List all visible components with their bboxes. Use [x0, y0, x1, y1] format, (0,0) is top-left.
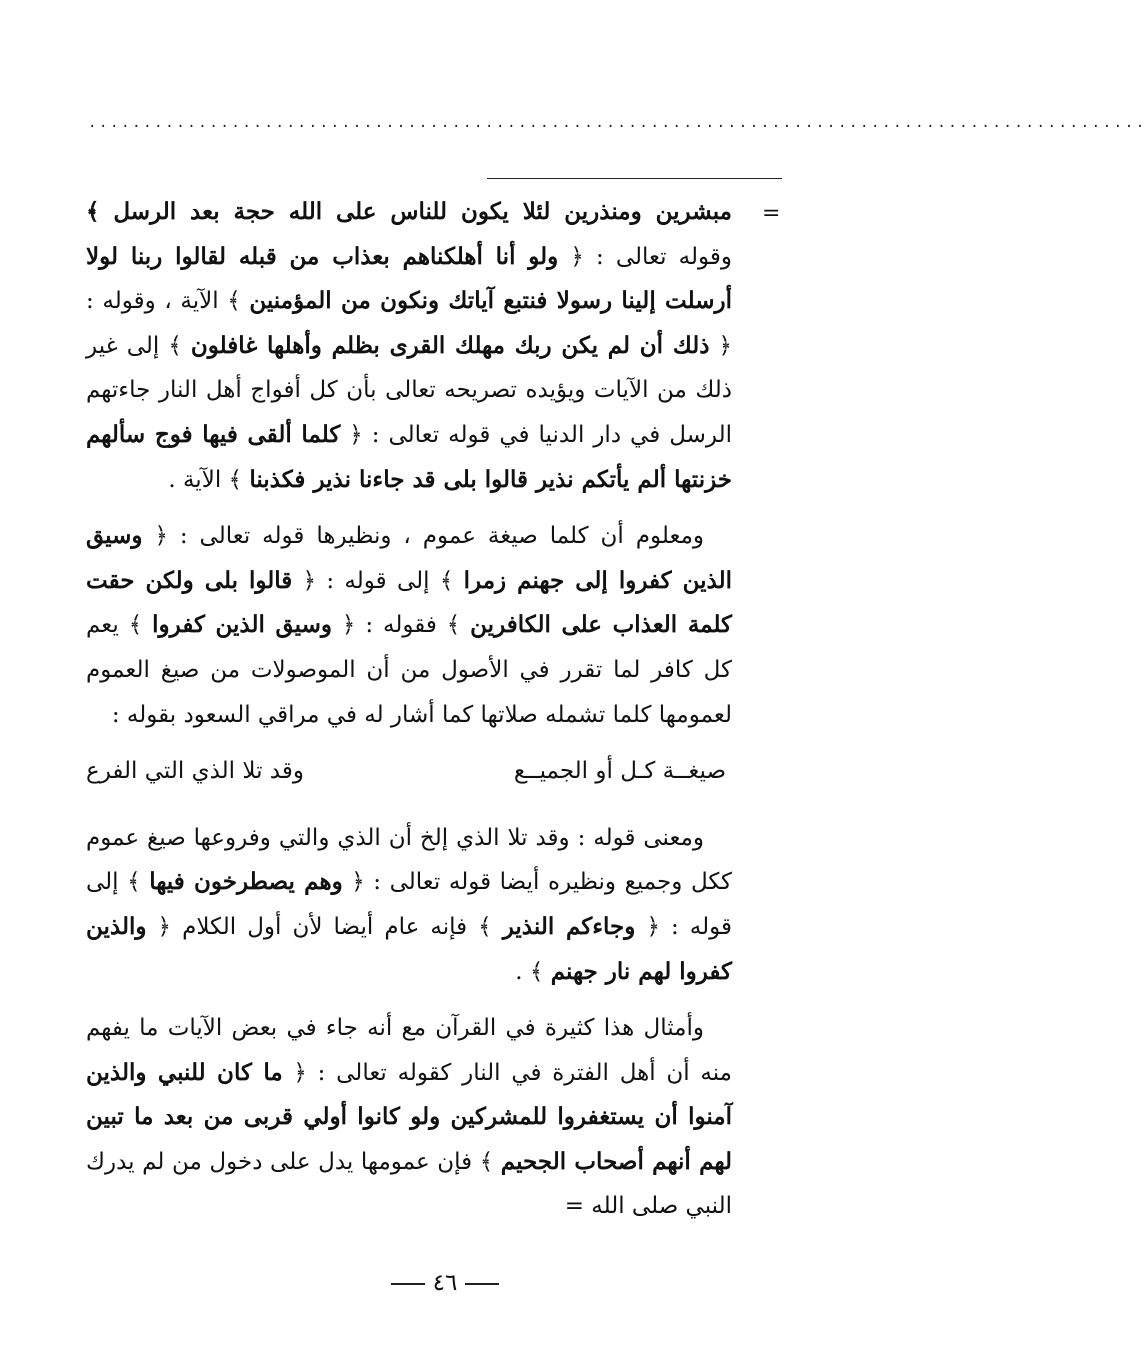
- quran-quote: وجاءكم النذير: [502, 912, 636, 940]
- quran-quote: مبشرين ومنذرين لئلا يكون للناس على الله حجة بعد الرسل ﴾: [86, 198, 732, 225]
- body-text: ﴾ الآية ، وقوله : ﴿: [86, 288, 732, 359]
- body-text: ومعلوم أن كلما صيغة عموم ، ونظيرها قوله تعالى : ﴿: [142, 523, 704, 550]
- body-text: ﴾ يعم كل كافر لما تقرر في الأصول من أن الموصولات من صيغ العموم لعمومها كلما تشمله صلاتها كما أشار له في مراقي السعود بقوله :: [86, 612, 732, 728]
- body-text: ﴾ فقوله : ﴿: [332, 612, 471, 639]
- verse-hemistich-left: وقد تلا الذي التي الفرع: [86, 758, 304, 785]
- body-text: وأمثال هذا كثيرة في القرآن مع أنه جاء في بعض الآيات ما يفهم منه أن أهل الفترة في النار كقوله تعالى : ﴿: [86, 1015, 733, 1086]
- body-text: ﴾ إلى قوله : ﴿: [86, 869, 733, 940]
- quran-quote: وسيق الذين كفروا: [152, 611, 333, 639]
- paragraph-2: [86, 514, 732, 737]
- footnote-rule: [487, 178, 782, 179]
- paragraph-1: [86, 190, 732, 502]
- body-text: ﴾ إلى قوله : ﴿: [292, 567, 464, 594]
- page-number-dash: [465, 1283, 499, 1285]
- quran-quote: وسيق الذين كفروا إلى جهنم زمرا: [86, 522, 732, 594]
- quran-quote: ما كان للنبي والذين آمنوا أن يستغفروا للمشركين ولو كانوا أولي قربى من بعد ما تبين لهم أنهم أصحاب الجحيم: [86, 1058, 732, 1175]
- footnote-separator-dots: ................................................................................................: [88, 115, 1147, 131]
- quran-quote: والذين كفروا لهم نار جهنم: [86, 912, 732, 985]
- paragraph-3: [86, 816, 732, 994]
- quran-quote: ولو أنا أهلكناهم بعذاب من قبله لقالوا ربنا لولا أرسلت إلينا رسولا فنتبع آياتك ونكون من المؤمنين: [86, 242, 732, 315]
- quran-quote: كلما ألقى فيها فوج سألهم خزنتها ألم يأتكم نذير قالوا بلى قد جاءنا نذير فكذبنا: [86, 420, 732, 493]
- page-number: [350, 1266, 540, 1300]
- verse-hemistich-right: صيغــة كـل أو الجميــع: [513, 758, 726, 785]
- body-text: ﴾ فإن عمومها يدل على دخول من لم يدرك النبي صلى الله =: [86, 1148, 732, 1220]
- page-number-value: ٤٦: [432, 1270, 458, 1296]
- body-text: ﴾ .: [515, 958, 551, 985]
- body-text: وقوله تعالى : ﴿: [558, 243, 732, 270]
- body-text: ﴾ فإنه عام أيضا لأن أول الكلام ﴿: [146, 913, 503, 940]
- poetry-verse: [86, 749, 732, 794]
- page-number-dash: [391, 1283, 425, 1285]
- footnote-text: [86, 190, 732, 1229]
- quran-quote: ذلك أن لم يكن ربك مهلك القرى بظلم وأهلها غافلون: [190, 331, 710, 359]
- paragraph-4: [86, 1006, 732, 1229]
- body-text: ﴾ إلى غير ذلك من الآيات ويؤيده تصريحه تعالى بأن كل أفواج أهل النار جاءتهم الرسل في دار الدنيا في قوله تعالى : ﴿: [86, 332, 732, 448]
- quran-quote: قالوا بلى ولكن حقت كلمة العذاب على الكافرين: [86, 566, 733, 639]
- quran-quote: وهم يصطرخون فيها: [149, 868, 343, 896]
- body-text: ومعنى قوله : وقد تلا الذي إلخ أن الذي والتي وفروعها صيغ عموم ككل وجميع ونظيره أيضا قوله تعالى : ﴿: [86, 824, 733, 896]
- body-text: ﴾ الآية .: [168, 466, 250, 493]
- continuation-mark: =: [762, 201, 781, 226]
